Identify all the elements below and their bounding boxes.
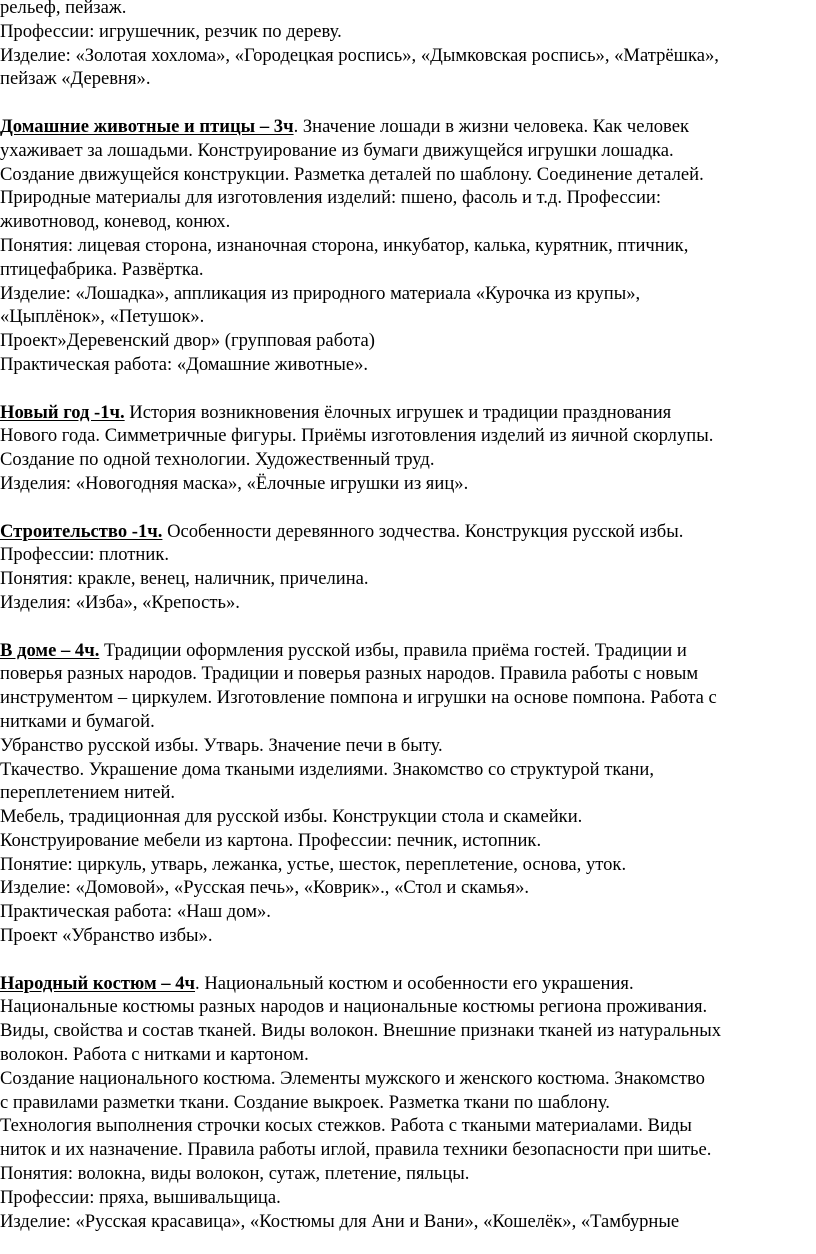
text-line: Понятия: кракле, венец, наличник, причелина. — [0, 568, 369, 590]
section-first-line — [0, 401, 816, 425]
text-line: Понятия: волокна, виды волокон, сутаж, плетение, пяльцы. — [0, 1163, 470, 1185]
text-line: Конструирование мебели из картона. Профессии: печник, истопник. — [0, 829, 542, 851]
section-heading: Домашние животные и птицы – 3ч — [0, 115, 294, 137]
text-line: Виды, свойства и состав тканей. Виды волокон. Внешние признаки тканей из натуральных — [0, 1020, 722, 1042]
section-intro-text: . Значение лошади в жизни человека. Как человек — [293, 115, 689, 137]
section-domestic-animals — [0, 115, 816, 377]
text-line: Убранство русской избы. Утварь. Значение печи в быту. — [0, 734, 443, 756]
text-line: Профессии: пряха, вышивальщица. — [0, 1186, 281, 1208]
section-in-the-house — [0, 639, 816, 948]
text-line: Создание по одной технологии. Художественный труд. — [0, 449, 435, 471]
text-line: пейзаж «Деревня». — [0, 68, 151, 90]
paragraph-gap — [0, 91, 816, 115]
text-line: птицефабрика. Развёртка. — [0, 258, 204, 280]
text-line: Практическая работа: «Наш дом». — [0, 901, 271, 923]
text-line: нитками и бумагой. — [0, 710, 155, 732]
text-line: рельеф, пейзаж. — [0, 0, 127, 18]
text-line: поверья разных народов. Традиции и поверья разных народов. Правила работы с новым — [0, 663, 699, 685]
paragraph-gap — [0, 948, 816, 972]
paragraph-gap — [0, 615, 816, 639]
text-line: Проект «Убранство избы». — [0, 925, 213, 947]
text-line: Изделие: «Русская красавица», «Костюмы для Ани и Вани», «Кошелёк», «Тамбурные — [0, 1210, 680, 1232]
section-new-year — [0, 401, 816, 496]
text-line: ниток и их назначение. Правила работы иглой, правила техники безопасности при шитье. — [0, 1139, 712, 1161]
text-line: Ткачество. Украшение дома ткаными изделиями. Знакомство со структурой ткани, — [0, 758, 654, 780]
section-first-line — [0, 972, 816, 996]
text-line: Изделие: «Домовой», «Русская печь», «Коврик»., «Стол и скамья». — [0, 877, 530, 899]
text-line: Практическая работа: «Домашние животные». — [0, 353, 369, 375]
paragraph-gap — [0, 496, 816, 520]
text-line: Изделие: «Лошадка», аппликация из природного материала «Курочка из крупы», — [0, 282, 641, 304]
text-line: Создание национального костюма. Элементы мужского и женского костюма. Знакомство — [0, 1067, 705, 1089]
text-line: Нового года. Симметричные фигуры. Приёмы изготовления изделий из яичной скорлупы. — [0, 425, 714, 447]
section-heading: Народный костюм – 4ч — [0, 972, 196, 994]
section-first-line — [0, 115, 816, 139]
text-line: с правилами разметки ткани. Создание выкроек. Разметка ткани по шаблону. — [0, 1091, 610, 1113]
text-line: волокон. Работа с нитками и картоном. — [0, 1044, 309, 1066]
section-building — [0, 520, 816, 615]
paragraph-gap — [0, 377, 816, 401]
text-line: Технология выполнения строчки косых стежков. Работа с ткаными материалами. Виды — [0, 1115, 692, 1137]
section-heading: Новый год -1ч. — [0, 401, 125, 423]
section-intro-text: Традиции оформления русской избы, правила приёма гостей. Традиции и — [99, 639, 687, 661]
section-first-line — [0, 639, 816, 663]
text-line: Профессии: игрушечник, резчик по дереву. — [0, 20, 342, 42]
text-line: Проект»Деревенский двор» (групповая работа) — [0, 330, 375, 352]
section-heading: Строительство -1ч. — [0, 520, 163, 542]
section-intro-text: . Национальный костюм и особенности его украшения. — [195, 972, 634, 994]
text-line: Природные материалы для изготовления изделий: пшено, фасоль и т.д. Профессии: — [0, 187, 662, 209]
text-line: Изделия: «Новогодняя маска», «Ёлочные игрушки из яиц». — [0, 472, 469, 494]
text-line: Мебель, традиционная для русской избы. Конструкции стола и скамейки. — [0, 806, 583, 828]
text-line: Изделие: «Золотая хохлома», «Городецкая роспись», «Дымковская роспись», «Матрёшка», — [0, 44, 719, 66]
section-heading: В доме – 4ч. — [0, 639, 100, 661]
text-line: Понятия: лицевая сторона, изнаночная сторона, инкубатор, калька, курятник, птичник, — [0, 234, 689, 256]
text-line: Понятие: циркуль, утварь, лежанка, устье, шесток, переплетение, основа, уток. — [0, 853, 627, 875]
text-line: Профессии: плотник. — [0, 544, 169, 566]
intro-section — [0, 0, 816, 91]
text-line: животновод, коневод, конюх. — [0, 211, 231, 233]
section-first-line — [0, 520, 816, 544]
text-line: Создание движущейся конструкции. Разметка деталей по шаблону. Соединение деталей. — [0, 163, 704, 185]
section-folk-costume — [0, 972, 816, 1234]
text-line: инструментом – циркулем. Изготовление помпона и игрушки на основе помпона. Работа с — [0, 687, 717, 709]
text-line: Изделия: «Изба», «Крепость». — [0, 591, 240, 613]
text-line: переплетением нитей. — [0, 782, 176, 804]
text-line: «Цыплёнок», «Петушок». — [0, 306, 205, 328]
section-intro-text: История возникновения ёлочных игрушек и традиции празднования — [124, 401, 672, 423]
section-intro-text: Особенности деревянного зодчества. Конструкция русской избы. — [162, 520, 684, 542]
text-line: Национальные костюмы разных народов и национальные костюмы региона проживания. — [0, 996, 708, 1018]
text-line: ухаживает за лошадьми. Конструирование из бумаги движущейся игрушки лошадка. — [0, 139, 674, 161]
